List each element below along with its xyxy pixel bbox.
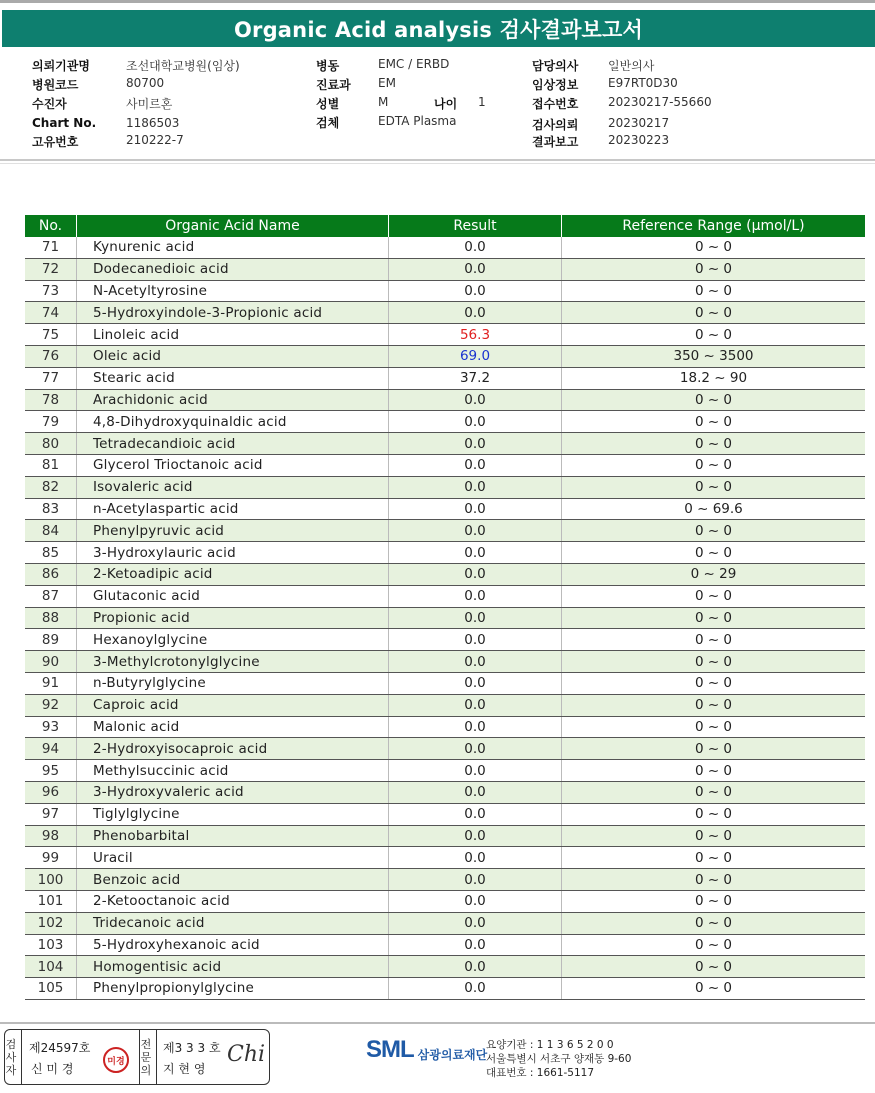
table-row [25,651,865,673]
row-result: 0.0 [389,520,562,542]
row-reference-range: 0 ~ 0 [562,825,866,847]
logo-abbr: SML [366,1036,414,1063]
clinical-label: 임상정보 [532,78,579,92]
row-acid-name: n-Butyrylglycine [77,672,389,694]
sex-label: 성별 [316,97,340,111]
row-reference-range: 0 ~ 0 [562,803,866,825]
table-row [25,607,865,629]
age-value: 1 [478,95,486,109]
row-number: 81 [25,454,77,476]
row-number: 77 [25,367,77,389]
table-row [25,803,865,825]
header-no: No. [25,215,77,237]
examiner-number: 제24597호 [29,1041,91,1055]
row-reference-range: 0 ~ 0 [562,890,866,912]
row-reference-range: 0 ~ 0 [562,280,866,302]
row-result: 69.0 [389,345,562,367]
row-reference-range: 0 ~ 0 [562,738,866,760]
row-number: 84 [25,520,77,542]
row-reference-range: 0 ~ 0 [562,956,866,978]
row-reference-range: 0 ~ 0 [562,716,866,738]
row-result: 0.0 [389,672,562,694]
org-address: 서울특별시 서초구 양재동 9-60 [486,1053,632,1065]
row-number: 73 [25,280,77,302]
examiner-label [5,1030,22,1084]
report-title: Organic Acid analysis 검사결과보고서 [2,10,875,47]
row-number: 90 [25,651,77,673]
row-number: 79 [25,411,77,433]
row-result: 0.0 [389,389,562,411]
row-result: 0.0 [389,825,562,847]
row-acid-name: Linoleic acid [77,324,389,346]
examiner-label-text: 검사자 [5,1037,17,1077]
row-result: 56.3 [389,324,562,346]
row-result: 0.0 [389,956,562,978]
chart-label: Chart No. [32,116,97,130]
row-number: 92 [25,694,77,716]
request-label: 검사의뢰 [532,118,579,132]
row-reference-range: 0 ~ 0 [562,869,866,891]
row-number: 86 [25,563,77,585]
table-row [25,367,865,389]
patient-value: 사미르혼 [126,97,173,111]
row-number: 103 [25,934,77,956]
table-row [25,542,865,564]
row-result: 0.0 [389,629,562,651]
row-acid-name: Glutaconic acid [77,585,389,607]
specimen-value: EDTA Plasma [378,114,457,128]
row-number: 85 [25,542,77,564]
row-reference-range: 18.2 ~ 90 [562,367,866,389]
row-result: 0.0 [389,978,562,1000]
row-acid-name: Caproic acid [77,694,389,716]
row-result: 0.0 [389,912,562,934]
row-result: 0.0 [389,607,562,629]
row-reference-range: 0 ~ 0 [562,672,866,694]
specialist-number: 제3 3 3 호 [163,1041,221,1055]
row-reference-range: 0 ~ 0 [562,237,866,258]
row-result: 37.2 [389,367,562,389]
table-row [25,694,865,716]
row-reference-range: 0 ~ 0 [562,847,866,869]
row-result: 0.0 [389,280,562,302]
table-row [25,324,865,346]
row-result: 0.0 [389,934,562,956]
handwritten-signature: Chi [227,1042,266,1067]
footer-divider [0,1022,875,1024]
row-reference-range: 0 ~ 0 [562,912,866,934]
row-acid-name: Phenobarbital [77,825,389,847]
row-acid-name: Oleic acid [77,345,389,367]
unique-label: 고유번호 [32,135,79,149]
row-number: 80 [25,433,77,455]
row-reference-range: 0 ~ 0 [562,433,866,455]
results-body [25,237,865,999]
row-acid-name: Homogentisic acid [77,956,389,978]
row-acid-name: Glycerol Trioctanoic acid [77,454,389,476]
row-reference-range: 0 ~ 0 [562,978,866,1000]
table-row [25,825,865,847]
info-divider [0,159,875,161]
table-row [25,280,865,302]
specialist-name: 지 현 영 [163,1062,206,1076]
table-row [25,847,865,869]
row-result: 0.0 [389,542,562,564]
signature-box [4,1029,270,1085]
table-row [25,411,865,433]
row-result: 0.0 [389,738,562,760]
result-date-value: 20230223 [608,133,670,147]
table-row [25,672,865,694]
table-row [25,389,865,411]
dept-value: EM [378,76,396,90]
table-row [25,258,865,280]
specialist-label-text: 전문의 [140,1037,152,1077]
row-acid-name: N-Acetyltyrosine [77,280,389,302]
chart-value: 1186503 [126,116,180,130]
row-number: 97 [25,803,77,825]
row-acid-name: 3-Hydroxylauric acid [77,542,389,564]
row-reference-range: 0 ~ 0 [562,607,866,629]
header-reference: Reference Range (µmol/L) [562,215,866,237]
sml-logo [366,1036,487,1064]
row-number: 99 [25,847,77,869]
table-row [25,476,865,498]
receipt-value: 20230217-55660 [608,95,712,109]
row-acid-name: n-Acetylaspartic acid [77,498,389,520]
row-number: 105 [25,978,77,1000]
row-acid-name: 5-Hydroxyhexanoic acid [77,934,389,956]
org-phone: 대표번호 : 1661-5117 [486,1067,595,1079]
row-number: 76 [25,345,77,367]
row-result: 0.0 [389,694,562,716]
row-acid-name: 3-Methylcrotonylglycine [77,651,389,673]
row-acid-name: Kynurenic acid [77,237,389,258]
row-reference-range: 0 ~ 0 [562,585,866,607]
results-table [25,215,865,1000]
row-acid-name: Phenylpropionylglycine [77,978,389,1000]
row-acid-name: Benzoic acid [77,869,389,891]
row-result: 0.0 [389,716,562,738]
specimen-label: 검체 [316,116,340,130]
row-reference-range: 0 ~ 0 [562,454,866,476]
row-number: 89 [25,629,77,651]
row-acid-name: 2-Ketoadipic acid [77,563,389,585]
row-number: 101 [25,890,77,912]
table-header-row [25,215,865,237]
row-reference-range: 0 ~ 0 [562,411,866,433]
row-result: 0.0 [389,476,562,498]
doctor-label: 담당의사 [532,59,579,73]
row-result: 0.0 [389,760,562,782]
row-acid-name: 4,8-Dihydroxyquinaldic acid [77,411,389,433]
row-number: 96 [25,781,77,803]
row-number: 78 [25,389,77,411]
row-number: 87 [25,585,77,607]
row-reference-range: 0 ~ 0 [562,389,866,411]
logo-name: 삼광의료재단 [417,1047,488,1062]
ward-value: EMC / ERBD [378,57,450,71]
row-result: 0.0 [389,302,562,324]
row-acid-name: Phenylpyruvic acid [77,520,389,542]
row-acid-name: Dodecanedioic acid [77,258,389,280]
examiner-name: 신 미 경 [31,1062,74,1076]
row-result: 0.0 [389,803,562,825]
row-reference-range: 0 ~ 0 [562,651,866,673]
row-reference-range: 0 ~ 0 [562,781,866,803]
row-result: 0.0 [389,585,562,607]
row-number: 102 [25,912,77,934]
table-row [25,520,865,542]
code-value: 80700 [126,76,165,90]
row-result: 0.0 [389,433,562,455]
row-reference-range: 0 ~ 69.6 [562,498,866,520]
row-acid-name: Propionic acid [77,607,389,629]
row-result: 0.0 [389,563,562,585]
table-row [25,302,865,324]
table-row [25,869,865,891]
row-number: 95 [25,760,77,782]
row-number: 93 [25,716,77,738]
doctor-value: 일반의사 [608,59,655,73]
table-row [25,934,865,956]
receipt-label: 접수번호 [532,97,579,111]
result-date-label: 결과보고 [532,135,579,149]
hospital-value: 조선대학교병원(임상) [126,59,240,73]
row-number: 88 [25,607,77,629]
row-result: 0.0 [389,890,562,912]
table-row [25,760,865,782]
row-acid-name: 2-Ketooctanoic acid [77,890,389,912]
row-acid-name: 5-Hydroxyindole-3-Propionic acid [77,302,389,324]
ward-label: 병동 [316,59,340,73]
row-number: 91 [25,672,77,694]
table-row [25,454,865,476]
table-row [25,345,865,367]
table-row [25,585,865,607]
row-reference-range: 0 ~ 0 [562,324,866,346]
table-row [25,237,865,258]
row-number: 74 [25,302,77,324]
hospital-label: 의뢰기관명 [32,59,90,73]
row-acid-name: Tridecanoic acid [77,912,389,934]
row-result: 0.0 [389,454,562,476]
org-code: 요양기관 : 1 1 3 6 5 2 0 0 [486,1039,614,1051]
patient-label: 수진자 [32,97,67,111]
age-label: 나이 [434,97,458,111]
patient-info [0,55,875,155]
row-result: 0.0 [389,258,562,280]
header-result: Result [389,215,562,237]
row-number: 104 [25,956,77,978]
request-value: 20230217 [608,116,670,130]
row-acid-name: 2-Hydroxyisocaproic acid [77,738,389,760]
top-rule [0,0,875,3]
table-row [25,498,865,520]
row-acid-name: Hexanoylglycine [77,629,389,651]
row-reference-range: 0 ~ 0 [562,520,866,542]
header-name: Organic Acid Name [77,215,389,237]
unique-value: 210222-7 [126,133,184,147]
row-number: 71 [25,237,77,258]
row-result: 0.0 [389,869,562,891]
table-row [25,629,865,651]
row-acid-name: Uracil [77,847,389,869]
row-number: 100 [25,869,77,891]
row-reference-range: 0 ~ 0 [562,760,866,782]
table-row [25,956,865,978]
seal-stamp-icon: 미경 [103,1047,129,1073]
table-row [25,563,865,585]
table-row [25,912,865,934]
row-acid-name: Malonic acid [77,716,389,738]
specialist-label [139,1030,157,1084]
row-number: 94 [25,738,77,760]
org-info [486,1038,631,1080]
table-row [25,433,865,455]
row-reference-range: 0 ~ 0 [562,629,866,651]
row-reference-range: 0 ~ 0 [562,694,866,716]
row-result: 0.0 [389,498,562,520]
row-number: 98 [25,825,77,847]
row-reference-range: 0 ~ 0 [562,302,866,324]
table-row [25,978,865,1000]
table-row [25,738,865,760]
info-divider-thin [0,163,875,164]
row-number: 75 [25,324,77,346]
row-acid-name: Tetradecandioic acid [77,433,389,455]
clinical-value: E97RT0D30 [608,76,678,90]
row-reference-range: 0 ~ 29 [562,563,866,585]
row-acid-name: Tiglylglycine [77,803,389,825]
table-row [25,890,865,912]
row-number: 82 [25,476,77,498]
table-row [25,781,865,803]
dept-label: 진료과 [316,78,351,92]
row-result: 0.0 [389,781,562,803]
table-row [25,716,865,738]
row-number: 72 [25,258,77,280]
row-acid-name: Arachidonic acid [77,389,389,411]
row-acid-name: Stearic acid [77,367,389,389]
row-reference-range: 0 ~ 0 [562,476,866,498]
row-reference-range: 350 ~ 3500 [562,345,866,367]
row-result: 0.0 [389,411,562,433]
row-reference-range: 0 ~ 0 [562,258,866,280]
row-reference-range: 0 ~ 0 [562,542,866,564]
row-reference-range: 0 ~ 0 [562,934,866,956]
row-acid-name: Methylsuccinic acid [77,760,389,782]
row-number: 83 [25,498,77,520]
row-result: 0.0 [389,237,562,258]
row-result: 0.0 [389,847,562,869]
row-acid-name: 3-Hydroxyvaleric acid [77,781,389,803]
sex-value: M [378,95,389,109]
row-acid-name: Isovaleric acid [77,476,389,498]
code-label: 병원코드 [32,78,79,92]
row-result: 0.0 [389,651,562,673]
